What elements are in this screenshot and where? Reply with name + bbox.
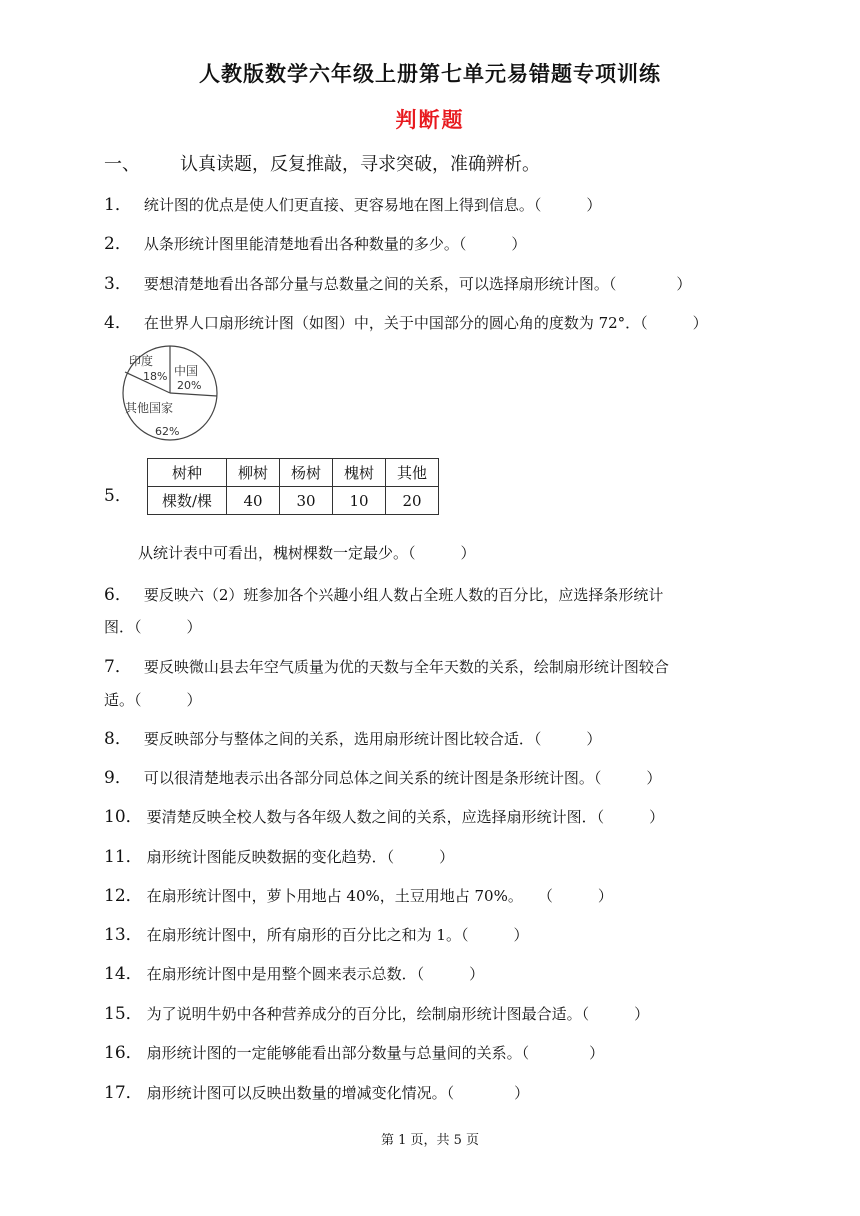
question-text: 可以很清楚地表示出各部分同总体之间关系的统计图是条形统计图。（ ） <box>143 769 662 787</box>
question-number: 11． <box>104 847 143 867</box>
question-text: 在世界人口扇形统计图（如图）中，关于中国部分的圆心角的度数为 72°．（ ） <box>143 314 708 332</box>
pie-label-china: 中国 <box>174 364 199 378</box>
tree-count-table <box>147 458 439 515</box>
table-cell: 30 <box>280 487 333 515</box>
table-cell: 10 <box>333 487 386 515</box>
pie-pct-india: 18% <box>143 370 168 383</box>
pie-label-other: 其他国家 <box>125 401 174 415</box>
question-text: 从条形统计图里能清楚地看出各种数量的多少。（ ） <box>143 235 527 253</box>
question-text: 为了说明牛奶中各种营养成分的百分比，绘制扇形统计图最合适。（ ） <box>146 1005 650 1023</box>
pie-label-india: 印度 <box>129 354 154 368</box>
question-7-line2: 适。（ ） <box>104 691 202 709</box>
question-text: 在扇形统计图中是用整个圆来表示总数．（ ） <box>146 965 485 983</box>
question-3 <box>104 269 691 294</box>
question-number: 9． <box>104 768 132 788</box>
table-cell: 柳树 <box>227 459 280 487</box>
question-13 <box>104 920 528 945</box>
question-number: 14． <box>104 964 143 984</box>
question-text: 扇形统计图能反映数据的变化趋势．（ ） <box>146 848 455 866</box>
question-1 <box>104 190 601 215</box>
pie-pct-china: 20% <box>177 379 202 392</box>
question-text: 在扇形统计图中，萝卜用地占 40%，土豆用地占 70%。 （ ） <box>146 887 613 905</box>
section-heading <box>104 150 540 176</box>
question-2 <box>104 229 526 254</box>
question-text: 在扇形统计图中，所有扇形的百分比之和为 1。（ ） <box>146 926 529 944</box>
question-number: 8． <box>104 729 132 749</box>
question-11 <box>104 842 454 867</box>
question-number: 7． <box>104 657 132 677</box>
question-text: 扇形统计图的一定能够能看出部分数量与总量间的关系。（ ） <box>146 1044 605 1062</box>
question-number: 12． <box>104 886 143 906</box>
question-12 <box>104 881 613 906</box>
question-9 <box>104 763 661 788</box>
question-number: 2． <box>104 234 132 254</box>
question-15 <box>104 999 649 1024</box>
question-number: 5． <box>104 486 132 506</box>
question-text: 要想清楚地看出各部分量与总数量之间的关系，可以选择扇形统计图。（ ） <box>143 275 692 293</box>
table-row <box>148 487 439 515</box>
question-text: 扇形统计图可以反映出数量的增减变化情况。（ ） <box>146 1084 530 1102</box>
question-6-line2: 图．（ ） <box>104 618 202 636</box>
question-14 <box>104 959 484 984</box>
question-number: 15． <box>104 1004 143 1024</box>
question-number: 16． <box>104 1043 143 1063</box>
world-population-pie-chart <box>118 344 224 442</box>
document-subtitle: 判断题 <box>395 107 465 132</box>
question-number: 10． <box>104 807 143 827</box>
question-number: 13． <box>104 925 143 945</box>
document-title: 人教版数学六年级上册第七单元易错题专项训练 <box>199 61 661 86</box>
question-text: 要反映六（2）班参加各个兴趣小组人数占全班人数的百分比，应选择条形统计 <box>143 586 664 604</box>
question-8 <box>104 724 601 749</box>
question-5-statement: 从统计表中可看出，槐树棵数一定最少。（ ） <box>138 544 476 562</box>
question-text: 要清楚反映全校人数与各年级人数之间的关系，应选择扇形统计图．（ ） <box>146 808 665 826</box>
question-number: 1． <box>104 195 132 215</box>
question-number: 3． <box>104 274 132 294</box>
page-footer: 第 1 页，共 5 页 <box>380 1133 480 1148</box>
table-cell: 棵数/棵 <box>148 487 227 515</box>
question-number: 6． <box>104 585 132 605</box>
section-instruction: 认真读题，反复推敲，寻求突破，准确辨析。 <box>180 154 540 175</box>
question-6 <box>104 580 663 605</box>
table-cell: 杨树 <box>280 459 333 487</box>
table-cell: 树种 <box>148 459 227 487</box>
section-number: 一、 <box>104 154 140 175</box>
question-text: 统计图的优点是使人们更直接、更容易地在图上得到信息。（ ） <box>143 196 602 214</box>
question-number: 17． <box>104 1083 143 1103</box>
table-row <box>148 459 439 487</box>
pie-pct-other: 62% <box>155 425 180 438</box>
table-cell: 20 <box>386 487 439 515</box>
question-7 <box>104 652 669 677</box>
table-cell: 其他 <box>386 459 439 487</box>
question-10 <box>104 802 664 827</box>
table-cell: 40 <box>227 487 280 515</box>
question-text: 要反映微山县去年空气质量为优的天数与全年天数的关系，绘制扇形统计图较合 <box>143 658 669 676</box>
question-4 <box>104 308 708 333</box>
question-5 <box>104 481 144 506</box>
question-16 <box>104 1038 604 1063</box>
table-cell: 槐树 <box>333 459 386 487</box>
question-number: 4． <box>104 313 132 333</box>
question-text: 要反映部分与整体之间的关系，选用扇形统计图比较合适．（ ） <box>143 730 602 748</box>
question-17 <box>104 1078 529 1103</box>
